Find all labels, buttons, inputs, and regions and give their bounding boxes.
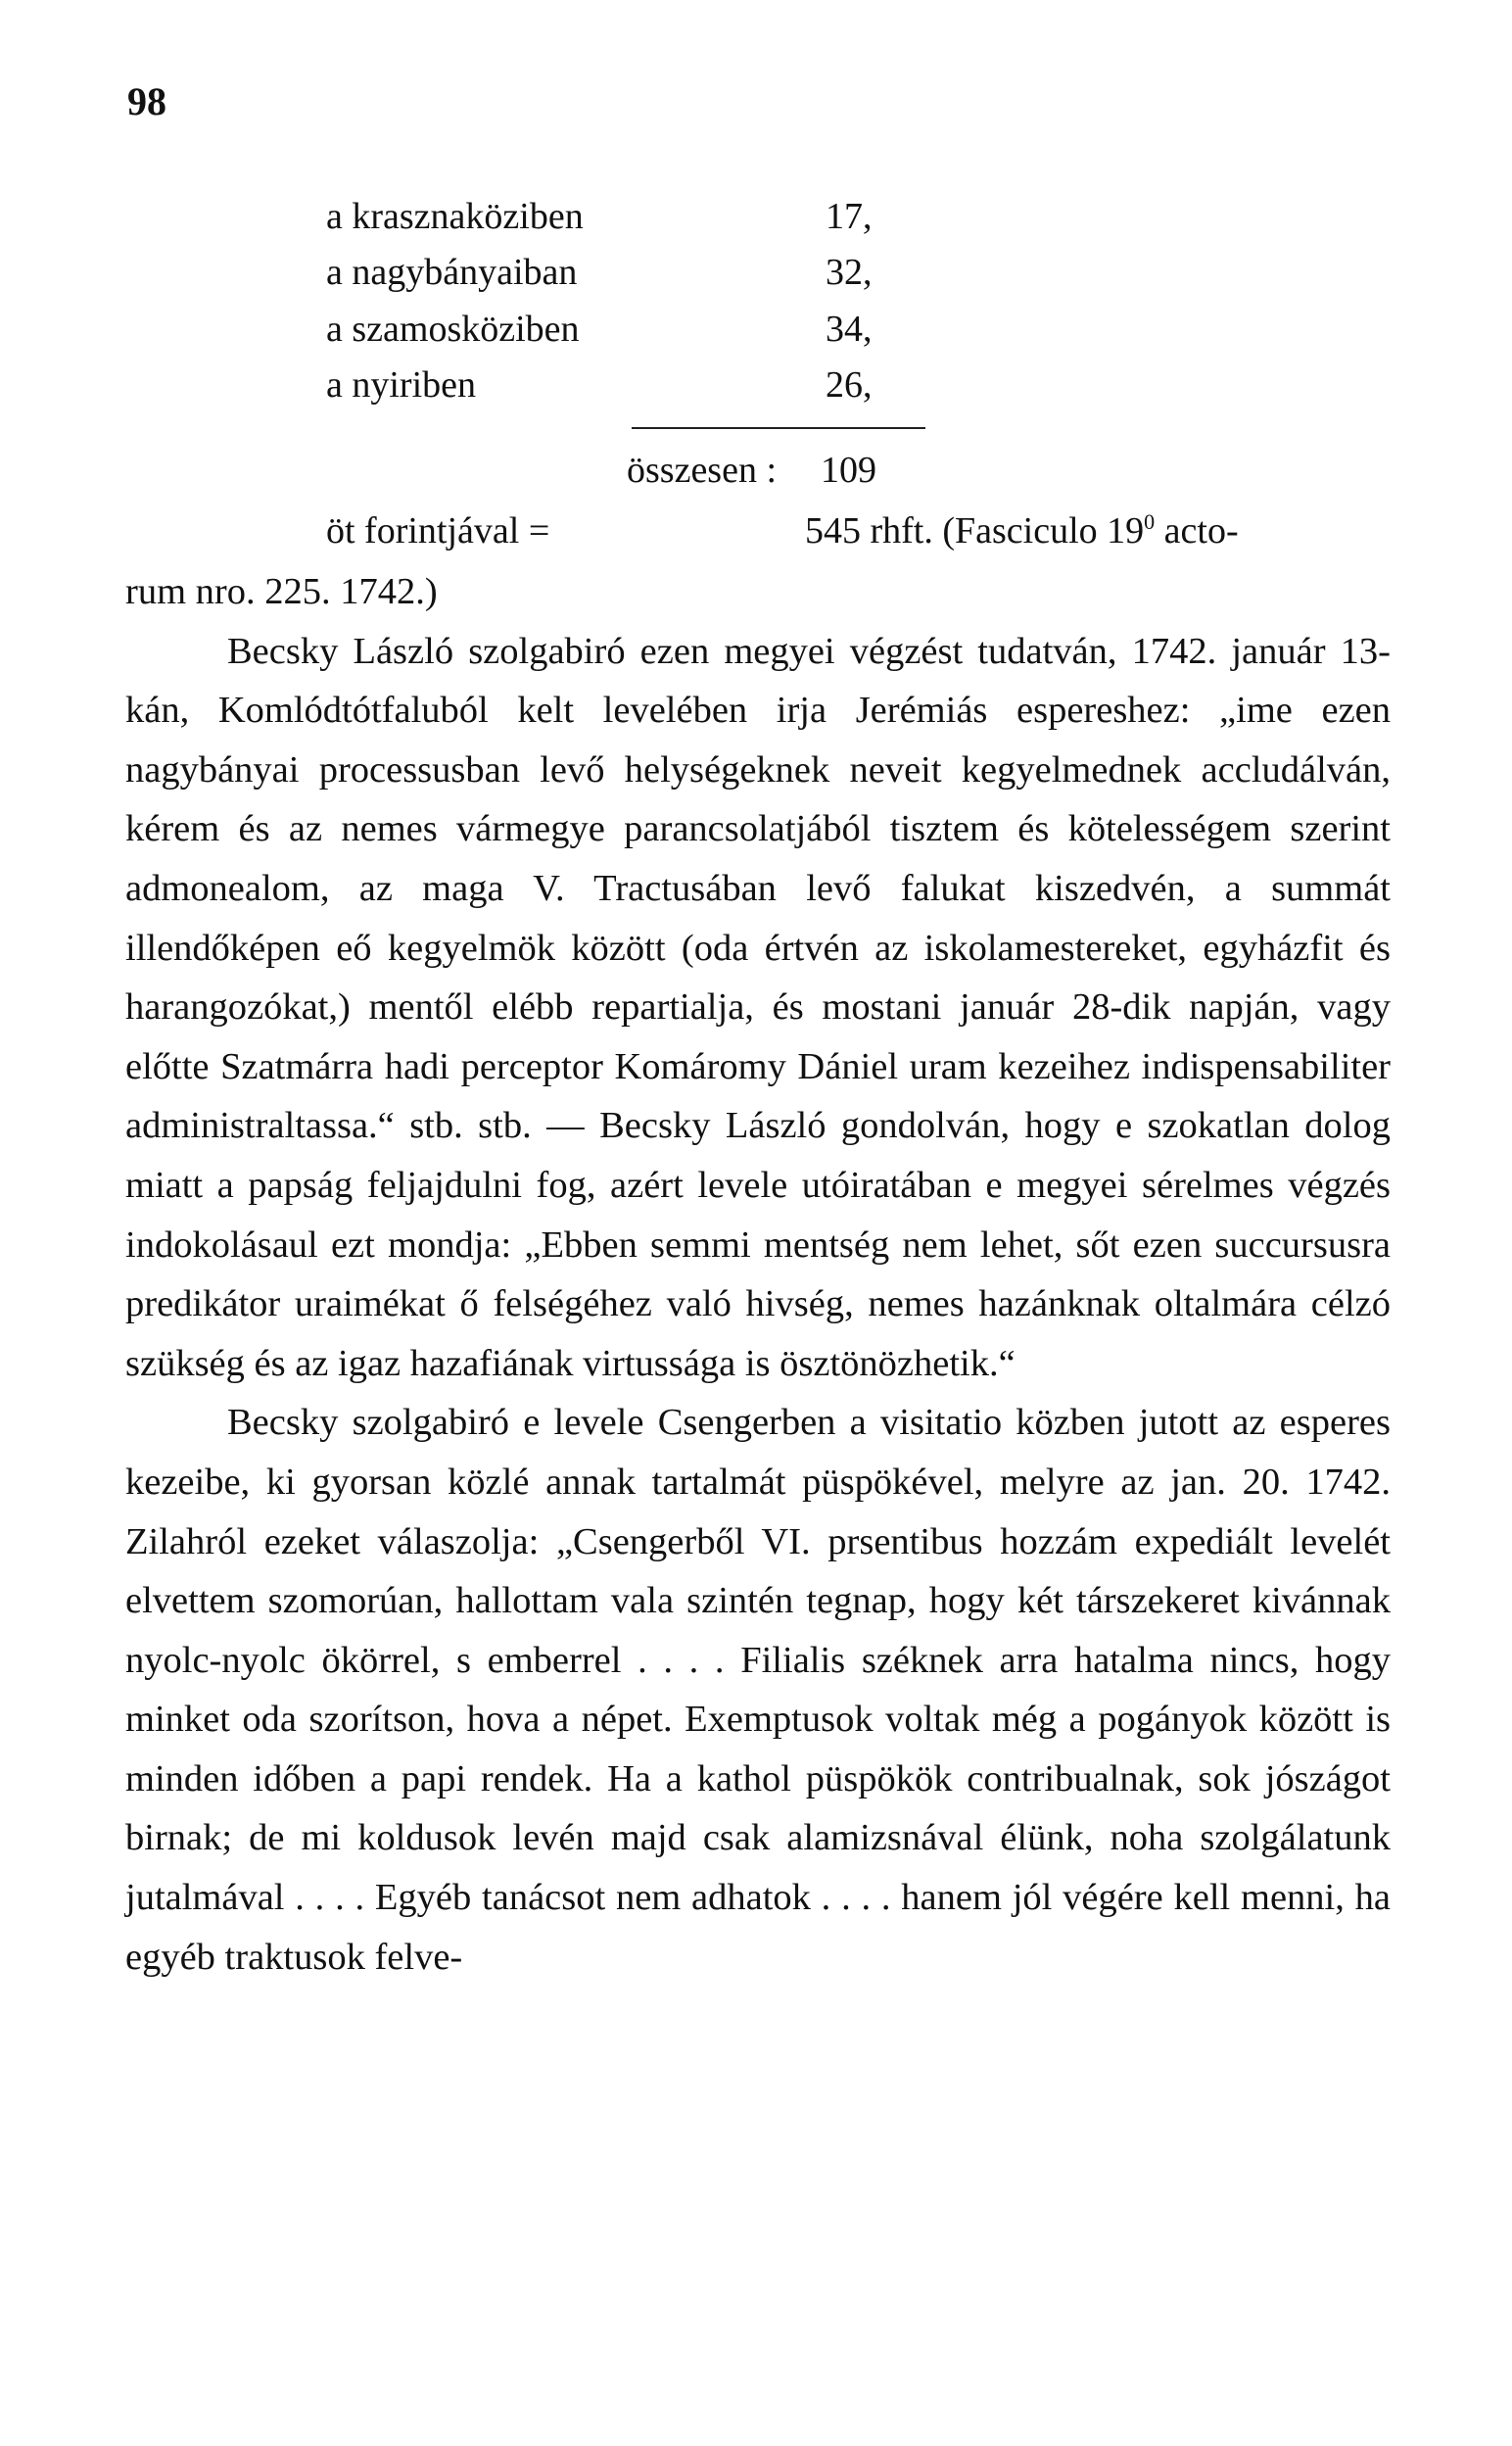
conversion-tail: acto-	[1155, 510, 1239, 552]
conversion-superscript: 0	[1144, 509, 1156, 534]
total-label: összesen :	[627, 450, 778, 491]
tally-name: a szamosköziben	[326, 309, 580, 350]
paragraph: Becsky László szolgabiró ezen megyei végzést tudatván, 1742. január 13-kán, Komlódtótfaluból kelt levelében irja Jerémiás espereshez: „ime ezen nagybányai processusban levő helységeknek neveit kegyelmednek accludálván, kérem és az nemes vármegye parancsolatjából tisztem és kötelességem szerint admonealom, az maga V. Tractusában levő falukat kiszedvén, a summát illendőképen eő kegyelmök között (oda értvén az iskolamestereket, egyházfit és harangozókat,) mentől elébb repartialja, és mostani január 28-dik napján, vagy előtte Szatmárra hadi perceptor Komáromy Dániel uram kezeihez indispensabiliter administraltassa.“ stb. stb. — Becsky László gondolván, hogy e szokatlan dolog miatt a papság feljajdulni fog, azért levele utóiratában e megyei sérelmes végzés indokolásaul ezt mondja: „Ebben semmi mentség nem lehet, sőt ezen succursusra predikátor uraimékat ő felségéhez való hivség, nemes hazánknak oltalmára célzó szükség és az igaz hazafiának virtussága is ösztönözhetik.“	[125, 630, 1391, 1384]
conversion-label: öt forintjával =	[326, 510, 550, 552]
total-value: 109	[821, 450, 876, 491]
paragraph: Becsky szolgabiró e levele Csengerben a visitatio közben jutott az esperes kezeibe, ki gyorsan közlé annak tartalmát püspökével, melyre az jan. 20. 1742. Zilahról ezeket válaszolja: „Csengerből VI. prsentibus hozzám expediált levelét elvettem szomorúan, hallottam vala szintén tegnap, hogy két társzekeret kivánnak nyolc-nyolc ökörrel, s emberrel . . . . Filialis széknek arra hatalma nincs, hogy minket oda szorítson, hova a népet. Exemptusok voltak még a pogányok között is minden időben a papi rendek. Ha a kathol püspökök contribualnak, sok jószágot birnak; de mi koldusok levén majd csak alamizsnával élünk, noha szolgálatunk jutalmával . . . . Egyéb tanácsot nem adhatok . . . . hanem jól végére kell menni, ha egyéb traktusok felve-	[125, 1402, 1391, 1978]
tally-name: a nagybányaiban	[326, 252, 578, 293]
tally-value: 17,	[826, 196, 873, 237]
conversion-amount: 545 rhft. (Fasciculo 19	[805, 510, 1145, 552]
tally-name: a krasznaköziben	[326, 196, 584, 237]
tally-value: 32,	[826, 252, 873, 293]
paragraph: rum nro. 225. 1742.)	[125, 571, 438, 612]
total-rule	[632, 427, 925, 429]
page-number: 98	[127, 79, 166, 123]
body-text	[125, 562, 1391, 1987]
tally-name: a nyiriben	[326, 364, 477, 406]
tally-value: 34,	[826, 309, 873, 350]
conversion-value	[805, 509, 1393, 552]
tally-value: 26,	[826, 364, 873, 406]
